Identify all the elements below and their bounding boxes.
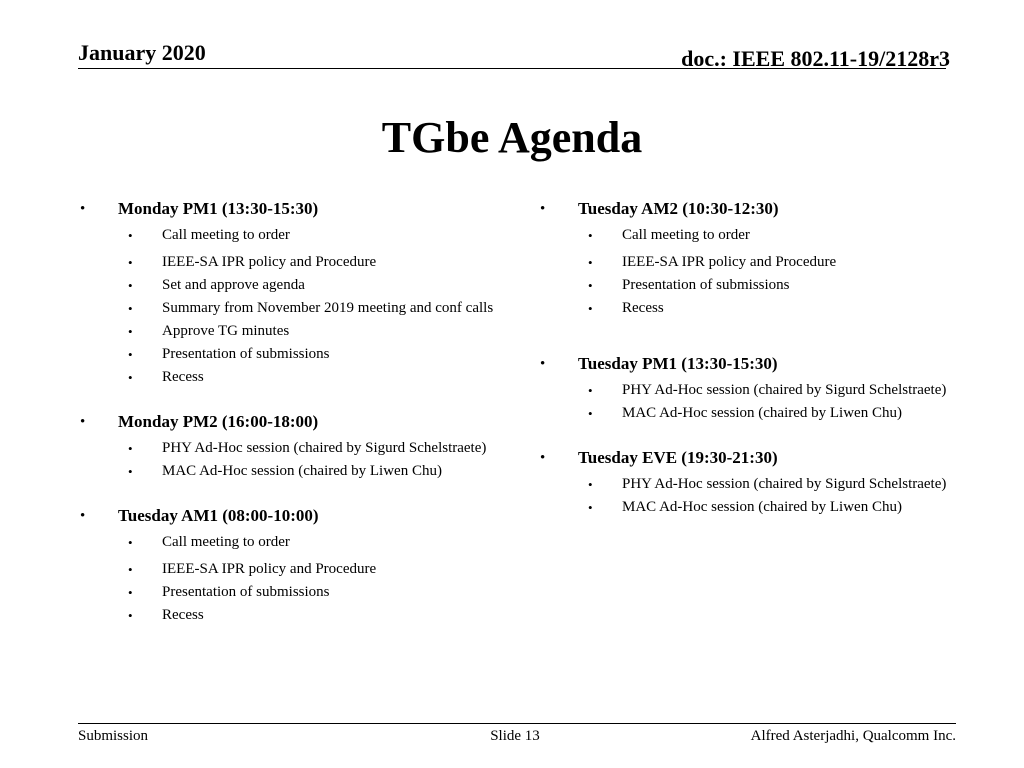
bullet-icon: • <box>128 535 133 550</box>
bullet-icon: • <box>540 356 546 372</box>
section-title <box>538 446 988 470</box>
bullet-icon: • <box>588 255 593 270</box>
agenda-item-text: Call meeting to order <box>622 227 750 243</box>
agenda-item <box>538 227 988 244</box>
agenda-item <box>78 463 528 480</box>
bullet-icon: • <box>588 383 593 398</box>
agenda-item <box>538 300 988 317</box>
section-title <box>78 197 528 221</box>
agenda-item-text: Set and approve agenda <box>162 277 305 293</box>
agenda-section <box>538 352 988 422</box>
agenda-item <box>538 405 988 422</box>
bullet-icon: • <box>588 228 593 243</box>
agenda-item <box>78 561 528 578</box>
agenda-item-list <box>78 534 528 624</box>
bullet-icon: • <box>540 201 546 217</box>
agenda-item-list <box>538 476 988 516</box>
agenda-item <box>78 369 528 386</box>
bullet-icon: • <box>128 441 133 456</box>
agenda-item <box>78 440 528 457</box>
bullet-icon: • <box>128 228 133 243</box>
agenda-item-text: PHY Ad-Hoc session (chaired by Sigurd Schelstraete) <box>162 440 487 456</box>
agenda-item <box>538 382 988 399</box>
bullet-icon: • <box>588 500 593 515</box>
agenda-section <box>78 410 528 480</box>
section-title-text: Tuesday PM1 (13:30-15:30) <box>578 354 778 373</box>
agenda-item-text: IEEE-SA IPR policy and Procedure <box>162 254 377 270</box>
agenda-section <box>538 197 988 317</box>
section-title-text: Tuesday AM1 (08:00-10:00) <box>118 506 319 525</box>
section-title-text: Monday PM2 (16:00-18:00) <box>118 412 319 431</box>
footer-slide-number: Slide 13 <box>490 728 540 744</box>
agenda-item <box>78 277 528 294</box>
agenda-item <box>78 584 528 601</box>
agenda-item-text: PHY Ad-Hoc session (chaired by Sigurd Schelstraete) <box>622 382 947 398</box>
header-divider <box>78 68 946 69</box>
section-title-text: Tuesday AM2 (10:30-12:30) <box>578 199 779 218</box>
section-title-text: Tuesday EVE (19:30-21:30) <box>578 448 778 467</box>
bullet-icon: • <box>128 347 133 362</box>
bullet-icon: • <box>80 508 86 524</box>
agenda-item-text: Presentation of submissions <box>162 346 330 362</box>
agenda-item-text: MAC Ad-Hoc session (chaired by Liwen Chu) <box>622 405 902 421</box>
bullet-icon: • <box>80 201 86 217</box>
agenda-item-text: MAC Ad-Hoc session (chaired by Liwen Chu) <box>162 463 442 479</box>
agenda-item <box>78 323 528 340</box>
agenda-item-text: MAC Ad-Hoc session (chaired by Liwen Chu) <box>622 499 902 515</box>
bullet-icon: • <box>588 278 593 293</box>
header-date: January 2020 <box>78 40 206 65</box>
section-title-text: Monday PM1 (13:30-15:30) <box>118 199 319 218</box>
agenda-item-text: IEEE-SA IPR policy and Procedure <box>162 561 377 577</box>
bullet-icon: • <box>588 477 593 492</box>
bullet-icon: • <box>128 255 133 270</box>
agenda-item-text: Recess <box>622 300 664 316</box>
footer-divider <box>78 723 956 724</box>
agenda-item <box>78 254 528 271</box>
agenda-item <box>78 300 512 317</box>
bullet-icon: • <box>540 450 546 466</box>
agenda-item-list <box>78 227 528 386</box>
agenda-section <box>538 446 988 516</box>
bullet-icon: • <box>588 301 593 316</box>
agenda-item-text: Summary from November 2019 meeting and conf calls <box>162 300 494 316</box>
bullet-icon: • <box>128 562 133 577</box>
bullet-icon: • <box>80 414 86 430</box>
bullet-icon: • <box>128 301 133 316</box>
section-title <box>78 410 528 434</box>
agenda-item <box>78 534 528 551</box>
bullet-icon: • <box>128 464 133 479</box>
bullet-icon: • <box>128 370 133 385</box>
agenda-item-list <box>538 382 988 422</box>
agenda-section <box>78 197 528 386</box>
agenda-item-list <box>538 227 988 317</box>
agenda-item-text: Call meeting to order <box>162 227 290 243</box>
footer-submission: Submission <box>78 728 149 744</box>
agenda-item-list <box>78 440 528 480</box>
agenda-item-text: Recess <box>162 369 204 385</box>
agenda-left-column <box>78 197 528 624</box>
agenda-item <box>538 499 988 516</box>
agenda-item-text: Call meeting to order <box>162 534 290 550</box>
section-title <box>78 504 528 528</box>
agenda-item <box>78 227 528 244</box>
agenda-item <box>538 254 988 271</box>
agenda-right-column <box>538 197 988 516</box>
agenda-item-text: Presentation of submissions <box>622 277 790 293</box>
agenda-section <box>78 504 528 624</box>
agenda-item <box>78 607 528 624</box>
bullet-icon: • <box>588 406 593 421</box>
bullet-icon: • <box>128 608 133 623</box>
agenda-item <box>538 476 988 493</box>
section-title <box>538 352 988 376</box>
agenda-item-text: PHY Ad-Hoc session (chaired by Sigurd Schelstraete) <box>622 476 947 492</box>
header-doc-id: doc.: IEEE 802.11-19/2128r3 <box>681 46 950 71</box>
agenda-item <box>78 346 528 363</box>
agenda-item <box>538 277 988 294</box>
bullet-icon: • <box>128 278 133 293</box>
agenda-item-text: IEEE-SA IPR policy and Procedure <box>622 254 837 270</box>
section-title <box>538 197 988 221</box>
bullet-icon: • <box>128 324 133 339</box>
slide-title: TGbe Agenda <box>381 113 643 162</box>
footer-author: Alfred Asterjadhi, Qualcomm Inc. <box>750 728 956 744</box>
agenda-item-text: Presentation of submissions <box>162 584 330 600</box>
agenda-item-text: Recess <box>162 607 204 623</box>
bullet-icon: • <box>128 585 133 600</box>
agenda-item-text: Approve TG minutes <box>162 323 290 339</box>
